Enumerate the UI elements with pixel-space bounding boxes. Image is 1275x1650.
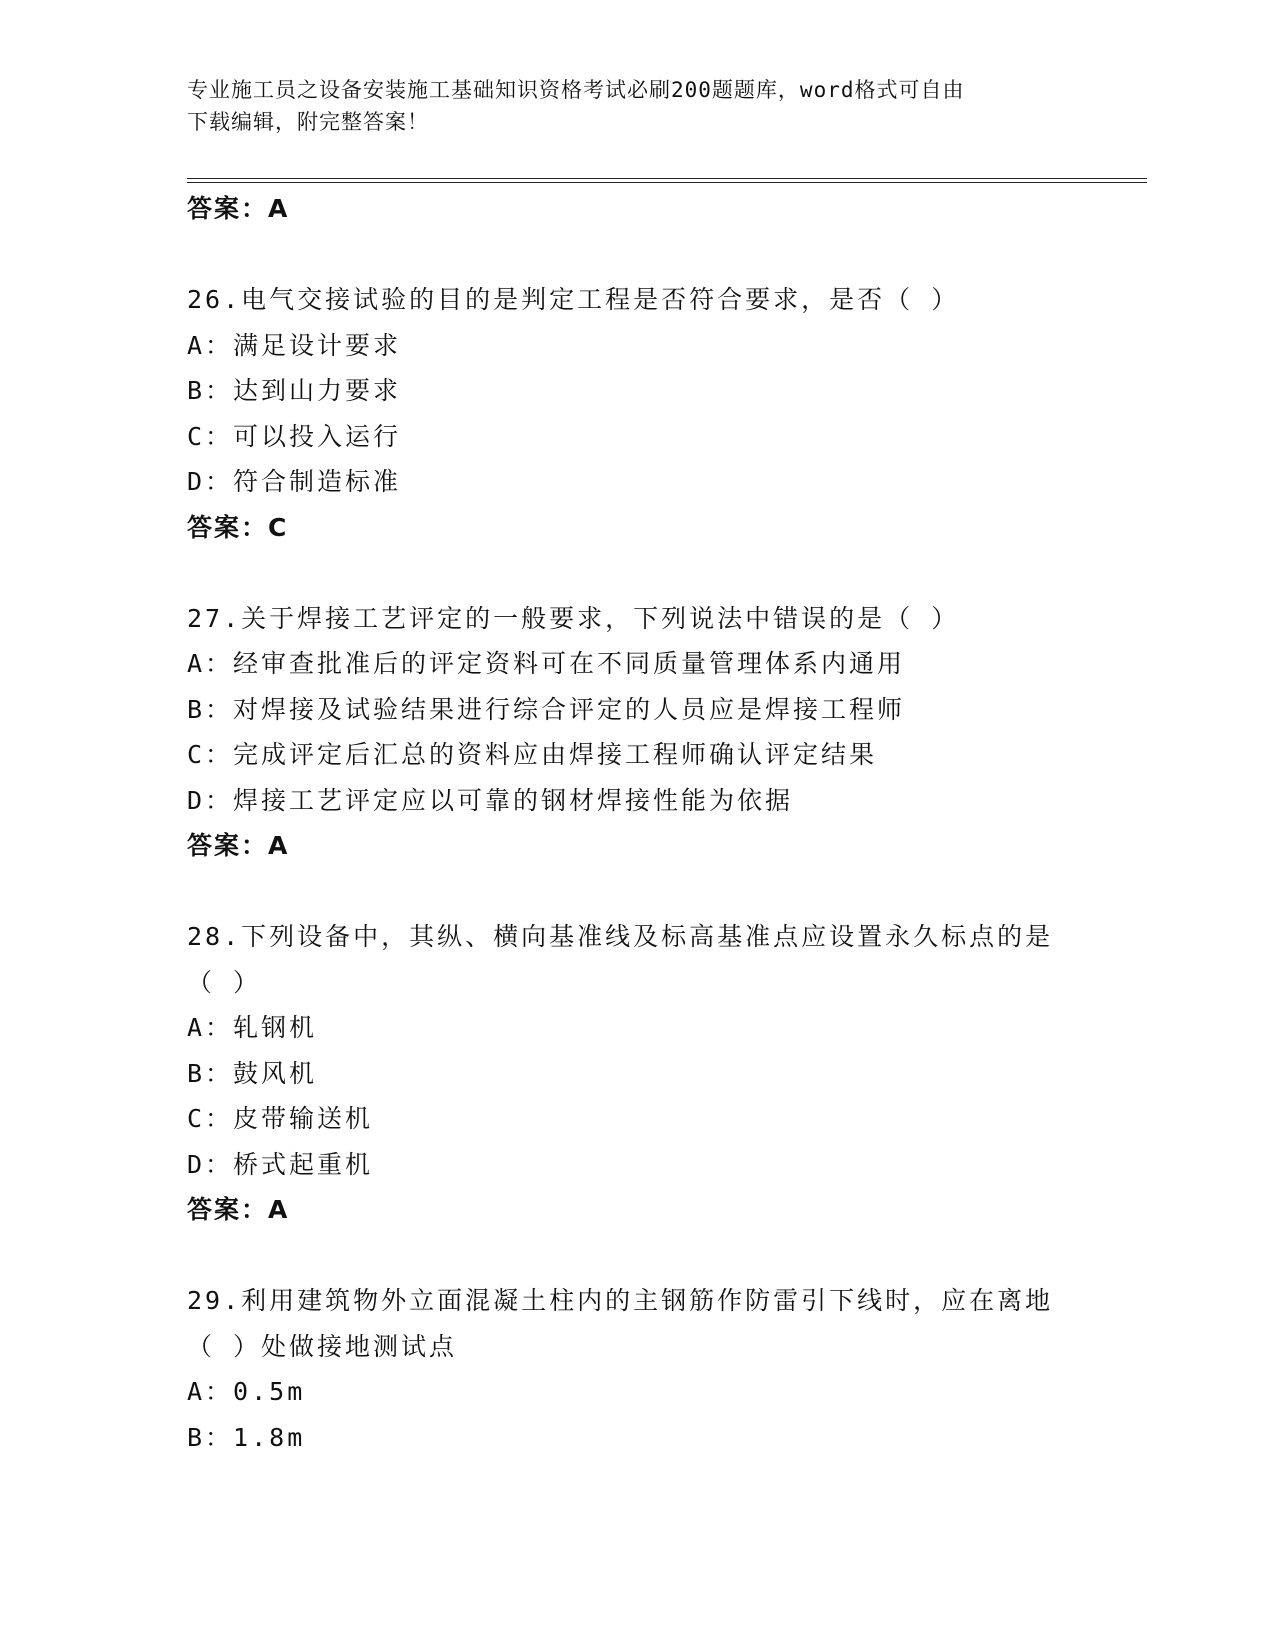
question-28 bbox=[187, 914, 1147, 1233]
option-a: A：满足设计要求 bbox=[187, 330, 402, 360]
question-list bbox=[187, 186, 1147, 1460]
document-header bbox=[187, 74, 1087, 138]
option-d: D：焊接工艺评定应以可靠的钢材焊接性能为依据 bbox=[187, 785, 794, 815]
option-b: B：达到山力要求 bbox=[187, 376, 402, 405]
question-26 bbox=[187, 277, 1147, 550]
spacer bbox=[187, 1233, 1147, 1279]
question-stem-continuation: （ ）处做接地测试点 bbox=[187, 1331, 458, 1361]
header-title-line-2: 下载编辑，附完整答案！ bbox=[187, 110, 429, 134]
option-a: A：经审查批准后的评定资料可在不同质量管理体系内通用 bbox=[187, 649, 906, 678]
question-27 bbox=[187, 596, 1147, 869]
spacer bbox=[187, 232, 1147, 278]
question-stem: 29.利用建筑物外立面混凝土柱内的主钢筋作防雷引下线时，应在离地 bbox=[187, 1286, 1054, 1315]
spacer bbox=[187, 869, 1147, 915]
option-b: B：对焊接及试验结果进行综合评定的人员应是焊接工程师 bbox=[187, 694, 906, 724]
option-b: B：鼓风机 bbox=[187, 1058, 318, 1088]
option-d: D：符合制造标准 bbox=[187, 467, 402, 496]
answer: 答案：A bbox=[187, 831, 290, 860]
option-c: C：完成评定后汇总的资料应由焊接工程师确认评定结果 bbox=[187, 740, 878, 769]
question-stem: 27.关于焊接工艺评定的一般要求，下列说法中错误的是（ ） bbox=[187, 603, 960, 633]
option-c: C：皮带输送机 bbox=[187, 1104, 374, 1133]
question-29 bbox=[187, 1278, 1147, 1460]
question-stem: 28.下列设备中，其纵、横向基准线及标高基准点应设置永久标点的是 bbox=[187, 922, 1054, 951]
option-c: C：可以投入运行 bbox=[187, 421, 402, 451]
spacer bbox=[187, 550, 1147, 596]
question-stem: 26.电气交接试验的目的是判定工程是否符合要求，是否（ ） bbox=[187, 285, 960, 314]
header-title-line-1: 专业施工员之设备安装施工基础知识资格考试必刷200题题库，word格式可自由 bbox=[187, 78, 965, 102]
option-d: D：桥式起重机 bbox=[187, 1149, 374, 1179]
header-divider-bottom bbox=[187, 182, 1147, 183]
answer: 答案：C bbox=[187, 512, 289, 542]
option-a: A：轧钢机 bbox=[187, 1013, 318, 1042]
question-stem-continuation: （ ） bbox=[187, 967, 262, 997]
header-divider-top bbox=[187, 178, 1147, 179]
option-b: B：1.8m bbox=[187, 1422, 306, 1452]
answer: 答案：A bbox=[187, 1195, 290, 1224]
option-a: A：0.5m bbox=[187, 1377, 306, 1406]
previous-answer: 答案：A bbox=[187, 194, 290, 223]
